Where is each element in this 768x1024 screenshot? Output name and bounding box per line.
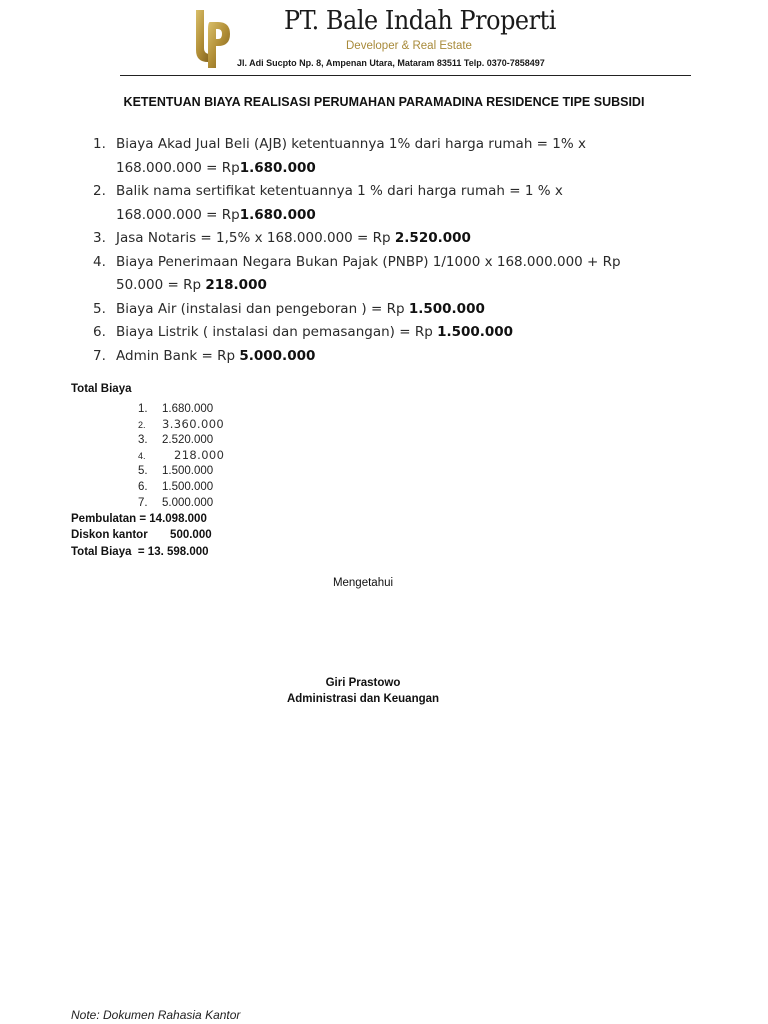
signature-block (0, 675, 726, 707)
cost-item-amount: 2.520.000 (394, 230, 471, 246)
total-item-value: 218.000 (174, 447, 225, 462)
total-item (138, 446, 224, 462)
cost-item-number: 5. (93, 300, 106, 317)
cost-item-amount: 1.500.000 (437, 324, 514, 340)
cost-item-number: 3. (93, 230, 106, 246)
cost-item-text: Biaya Penerimaan Negara Bukan Pajak (PNBP) 1/1000 x 168.000.000 + Rp (116, 253, 621, 270)
cost-list (86, 133, 646, 368)
total-item-value: 1.680.000 (162, 403, 214, 415)
cost-item (86, 251, 646, 298)
total-item-number: 3. (138, 434, 148, 447)
total-item-number: 7. (138, 496, 148, 509)
document-title: KETENTUAN BIAYA REALISASI PERUMAHAN PARAMADINA RESIDENCE TIPE SUBSIDI (123, 95, 645, 109)
cost-item-amount: 1.500.000 (408, 300, 485, 317)
cost-item (86, 227, 646, 251)
cost-item-amount: 5.000.000 (239, 347, 316, 364)
cost-item (86, 298, 646, 322)
total-item-number: 4. (138, 450, 146, 461)
total-item-number: 6. (138, 480, 148, 493)
cost-item-text: Biaya Akad Jual Beli (AJB) ketentuannya 1% dari harga rumah = 1% x (116, 136, 586, 152)
total-item-value: 2.520.000 (162, 434, 214, 447)
total-item-value: 1.500.000 (162, 480, 214, 493)
cost-item-number: 2. (93, 183, 106, 199)
cost-item-number: 6. (93, 324, 106, 340)
total-heading: Total Biaya (71, 383, 132, 395)
total-item-number: 1. (138, 403, 148, 415)
total-item-value: 3.360.000 (162, 416, 225, 431)
total-item-value: 1.500.000 (162, 465, 214, 478)
cost-item-number: 4. (93, 253, 106, 270)
cost-item-amount: 218.000 (205, 277, 267, 293)
total-item (138, 399, 224, 415)
cost-item-text: Biaya Air (instalasi dan pengeboran ) = Rp (116, 300, 409, 317)
rounding-total: Pembulatan = 14.098.000 (71, 513, 207, 525)
signer-position: Administrasi dan Keuangan (286, 693, 440, 705)
total-summary (71, 511, 212, 560)
cost-item-text: Biaya Listrik ( instalasi dan pemasangan) = Rp (116, 324, 438, 340)
grand-total: Total Biaya = 13. 598.000 (71, 545, 209, 558)
cost-item-text: Admin Bank = Rp (116, 347, 240, 364)
confidential-note: Note: Dokumen Rahasia Kantor (71, 1008, 241, 1022)
company-name: PT. Bale Indah Properti (284, 6, 556, 36)
cost-item-text: 50.000 = Rp (116, 277, 206, 293)
total-item (138, 493, 224, 509)
total-item-number: 2. (138, 419, 146, 430)
cost-item-amount: 1.680.000 (239, 206, 316, 223)
cost-item (86, 321, 646, 345)
total-item (138, 477, 224, 493)
total-list (138, 399, 224, 508)
cost-item-number: 7. (93, 347, 106, 364)
cost-item-text: 168.000.000 = Rp (116, 206, 240, 223)
letterhead-divider (120, 75, 691, 76)
company-address: Jl. Adi Sucpto Np. 8, Ampenan Utara, Mataram 83511 Telp. 0370-7858497 (237, 58, 545, 68)
cost-item-text: Balik nama sertifikat ketentuannya 1 % dari harga rumah = 1 % x (116, 183, 563, 199)
cost-item-amount: 1.680.000 (239, 159, 316, 176)
cost-item (86, 345, 646, 369)
total-item (138, 430, 224, 446)
total-item (138, 415, 224, 431)
office-discount: Diskon kantor 500.000 (71, 529, 212, 542)
cost-item (86, 180, 646, 227)
cost-item (86, 133, 646, 180)
cost-item-number: 1. (93, 136, 106, 152)
cost-item-text: Jasa Notaris = 1,5% x 168.000.000 = Rp (116, 230, 395, 246)
total-item (138, 461, 224, 477)
total-item-value: 5.000.000 (162, 496, 214, 509)
company-logo (190, 8, 234, 70)
cost-item-text: 168.000.000 = Rp (116, 159, 240, 176)
company-tagline: Developer & Real Estate (346, 40, 472, 52)
acknowledged-label: Mengetahui (332, 577, 394, 589)
signer-name: Giri Prastowo (325, 677, 401, 689)
total-item-number: 5. (138, 465, 148, 478)
